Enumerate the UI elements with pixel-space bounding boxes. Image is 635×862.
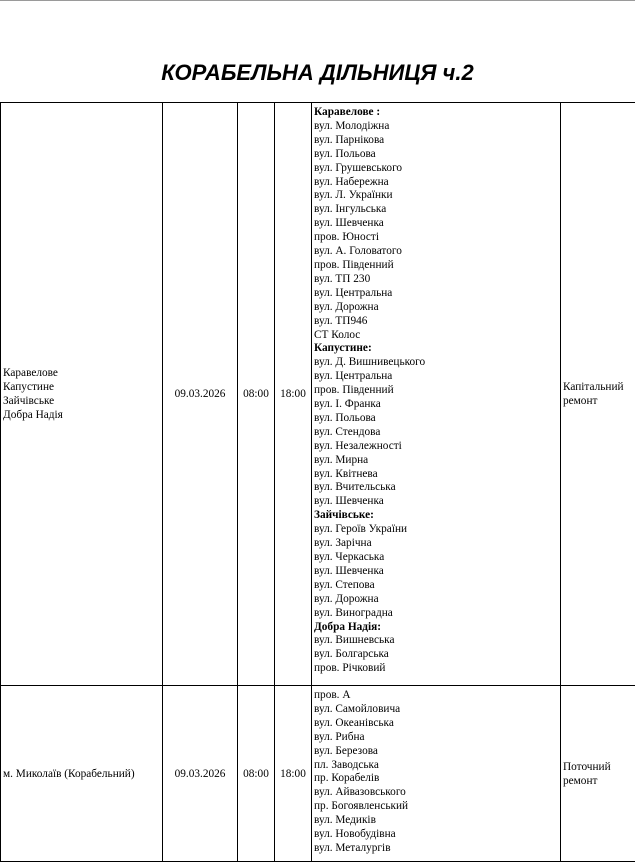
street-name: СТ Колос [314, 329, 558, 343]
street-name: вул. Героїв України [314, 523, 558, 537]
street-name: вул. Молодіжна [314, 120, 558, 134]
date-cell: 09.03.2026 [163, 686, 238, 862]
street-name: пл. Заводська [314, 759, 558, 773]
street-name: вул. Шевченка [314, 495, 558, 509]
street-name: вул. Мирна [314, 454, 558, 468]
date-cell: 09.03.2026 [163, 103, 238, 686]
page-top-border [0, 0, 635, 1]
settlement-heading: Добра Надія: [314, 621, 558, 635]
street-name: вул. Черкаська [314, 551, 558, 565]
street-name: вул. Польова [314, 148, 558, 162]
settlement-heading: Зайчівське: [314, 509, 558, 523]
start-time-cell: 08:00 [238, 686, 275, 862]
street-name: вул. Набережна [314, 176, 558, 190]
street-name: вул. Шевченка [314, 217, 558, 231]
street-name: вул. Айвазовського [314, 786, 558, 800]
street-name: пров. Річковий [314, 662, 558, 676]
street-name: вул. Рибна [314, 731, 558, 745]
settlements-cell [1, 103, 163, 686]
settlement-name: Зайчівське [3, 394, 160, 408]
street-name: вул. Вчительська [314, 481, 558, 495]
street-name: вул. ТП946 [314, 315, 558, 329]
work-type-cell: Поточний ремонт [561, 686, 635, 862]
street-name: вул. Інгульська [314, 203, 558, 217]
street-name: пр. Корабелів [314, 772, 558, 786]
settlement-name: Добра Надія [3, 408, 160, 422]
settlement-name: Каравелове [3, 366, 160, 380]
street-name: вул. Дорожна [314, 593, 558, 607]
street-name: вул. Центральна [314, 287, 558, 301]
work-type-cell: Капітальний ремонт [561, 103, 635, 686]
street-name: вул. Океанівська [314, 717, 558, 731]
settlement-heading: Каравелове : [314, 106, 558, 120]
street-name: вул. Незалежності [314, 440, 558, 454]
street-name: вул. А. Головатого [314, 245, 558, 259]
street-name: вул. Дорожна [314, 301, 558, 315]
schedule-table-body [1, 103, 635, 862]
street-name: пров. А [314, 689, 558, 703]
street-name: вул. Квітнева [314, 468, 558, 482]
settlement-heading: Капустине: [314, 342, 558, 356]
street-name: вул. Зарічна [314, 537, 558, 551]
street-name: пр. Богоявленський [314, 800, 558, 814]
streets-cell [312, 103, 561, 686]
street-name: вул. Д. Вишнивецького [314, 356, 558, 370]
table-row [1, 103, 635, 686]
settlement-name: Капустине [3, 380, 160, 394]
street-name: пров. Південний [314, 259, 558, 273]
street-name: вул. Болгарська [314, 648, 558, 662]
street-name: вул. Парнікова [314, 134, 558, 148]
outage-schedule-table [0, 102, 635, 862]
street-name: вул. Л. Українки [314, 189, 558, 203]
street-name: вул. Новобудівна [314, 828, 558, 842]
street-name: вул. Польова [314, 412, 558, 426]
settlements-cell [1, 686, 163, 862]
street-name: вул. Самойловича [314, 703, 558, 717]
street-name: вул. Степова [314, 579, 558, 593]
street-name: вул. Грушевського [314, 162, 558, 176]
street-name: вул. Центральна [314, 370, 558, 384]
streets-cell [312, 686, 561, 862]
street-name: вул. Металургів [314, 842, 558, 856]
street-name: вул. Шевченка [314, 565, 558, 579]
street-name: вул. Вишневська [314, 634, 558, 648]
street-name: пров. Юності [314, 231, 558, 245]
street-name: вул. Березова [314, 745, 558, 759]
street-name: вул. ТП 230 [314, 273, 558, 287]
end-time-cell: 18:00 [275, 686, 312, 862]
street-name: вул. І. Франка [314, 398, 558, 412]
start-time-cell: 08:00 [238, 103, 275, 686]
street-name: вул. Медиків [314, 814, 558, 828]
end-time-cell: 18:00 [275, 103, 312, 686]
street-name: пров. Південний [314, 384, 558, 398]
street-name: вул. Виноградна [314, 607, 558, 621]
settlement-name: м. Миколаїв (Корабельний) [3, 767, 160, 781]
street-name: вул. Стендова [314, 426, 558, 440]
page-title: КОРАБЕЛЬНА ДІЛЬНИЦЯ ч.2 [0, 58, 635, 88]
table-row [1, 686, 635, 862]
